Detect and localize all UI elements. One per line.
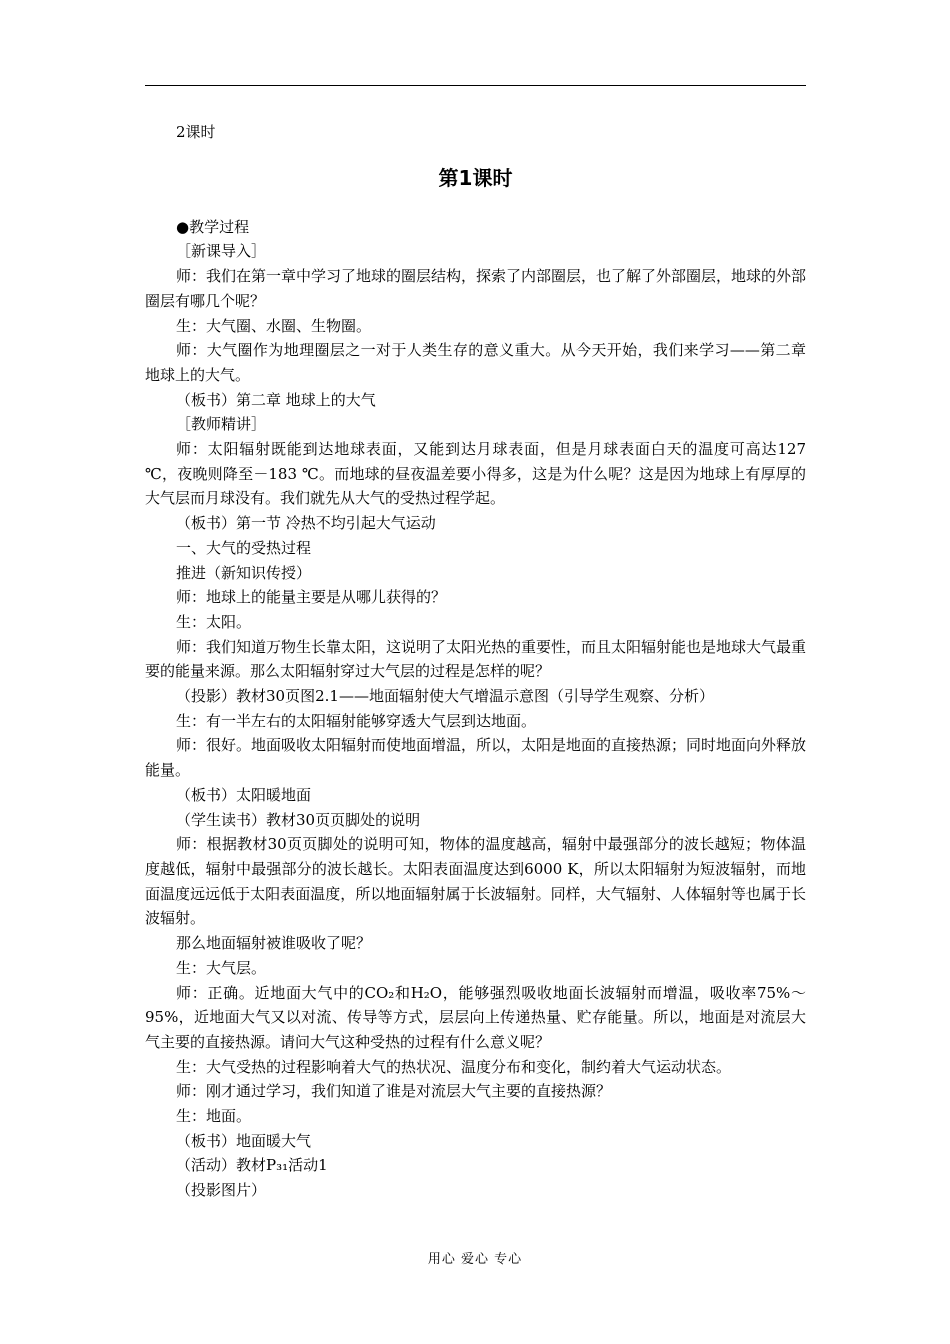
paragraph: 师：根据教材30页页脚处的说明可知，物体的温度越高，辐射中最强部分的波长越短；物体温度越低，辐射中最强部分的波长越长。太阳表面温度达到6000 K，所以太阳辐射为短波辐射，而地面温度远远低于太阳表面温度，所以地面辐射属于长波辐射。同样，大气辐射、人体辐射等也属于长波辐射。 (145, 835, 806, 928)
paragraph: 生：大气层。 (176, 958, 267, 977)
paragraph: （投影）教材30页图2.1——地面辐射使大气增温示意图（引导学生观察、分析） (176, 687, 714, 706)
paragraph: 师：太阳辐射既能到达地球表面，又能到达月球表面，但是月球表面白天的温度可高达127 ℃，夜晚则降至－183 ℃。而地球的昼夜温差要小得多，这是为什么呢？这是因为地球上有厚厚的大气层而月球没有。我们就先从大气的受热过程学起。 (145, 440, 806, 508)
paragraph: 生：有一半左右的太阳辐射能够穿透大气层到达地面。 (176, 711, 537, 730)
paragraph: 师：正确。近地面大气中的CO₂和H₂O，能够强烈吸收地面长波辐射而增温，吸收率75%～95%，近地面大气又以对流、传导等方式，层层向上传递热量、贮存能量。所以，地面是对流层大气主要的直接热源。请问大气这种受热的过程有什么意义呢？ (145, 983, 806, 1051)
lesson-title: 第1课时 (438, 165, 513, 190)
page-footer: 用心 爱心 专心 (427, 1252, 523, 1267)
class-hours: 2课时 (176, 123, 216, 141)
paragraph: 师：大气圈作为地理圈层之一对于人类生存的意义重大。从今天开始，我们来学习——第二章 地球上的大气。 (145, 341, 806, 384)
header-rule (145, 85, 806, 86)
paragraph: 师：地球上的能量主要是从哪儿获得的？ (176, 588, 447, 607)
paragraph: （板书）地面暖大气 (176, 1131, 312, 1150)
paragraph: 师：我们在第一章中学习了地球的圈层结构，探索了内部圈层，也了解了外部圈层，地球的外部圈层有哪几个呢？ (145, 267, 807, 310)
paragraph: ●教学过程 (176, 217, 250, 236)
paragraph: 生：地面。 (176, 1107, 252, 1126)
paragraph: （学生读书）教材30页页脚处的说明 (176, 810, 421, 829)
paragraph: （板书）第二章 地球上的大气 (176, 390, 376, 409)
paragraph: 生：大气受热的过程影响着大气的热状况、温度分布和变化，制约着大气运动状态。 (176, 1057, 732, 1076)
paragraph: 师：刚才通过学习，我们知道了谁是对流层大气主要的直接热源？ (176, 1082, 612, 1101)
paragraph: （板书）太阳暖地面 (176, 785, 312, 804)
paragraph: （板书）第一节 冷热不均引起大气运动 (176, 514, 436, 533)
paragraph: 师：很好。地面吸收太阳辐射而使地面增温，所以，太阳是地面的直接热源；同时地面向外释放能量。 (145, 736, 807, 780)
paragraph: （活动）教材P₃₁活动1 (176, 1156, 328, 1175)
paragraph: 一、大气的受热过程 (176, 538, 312, 557)
paragraph: ［教师精讲］ (176, 415, 267, 434)
paragraph: （投影图片） (176, 1181, 267, 1200)
paragraph: 那么地面辐射被谁吸收了呢？ (176, 934, 372, 953)
paragraph: 推进（新知识传授） (176, 563, 312, 582)
document-body (145, 120, 806, 1203)
paragraph: 生：太阳。 (176, 612, 252, 631)
paragraph: 生：大气圈、水圈、生物圈。 (176, 316, 372, 335)
paragraph: ［新课导入］ (176, 242, 267, 261)
paragraph: 师：我们知道万物生长靠太阳，这说明了太阳光热的重要性，而且太阳辐射能也是地球大气最重要的能量来源。那么太阳辐射穿过大气层的过程是怎样的呢？ (145, 637, 807, 681)
